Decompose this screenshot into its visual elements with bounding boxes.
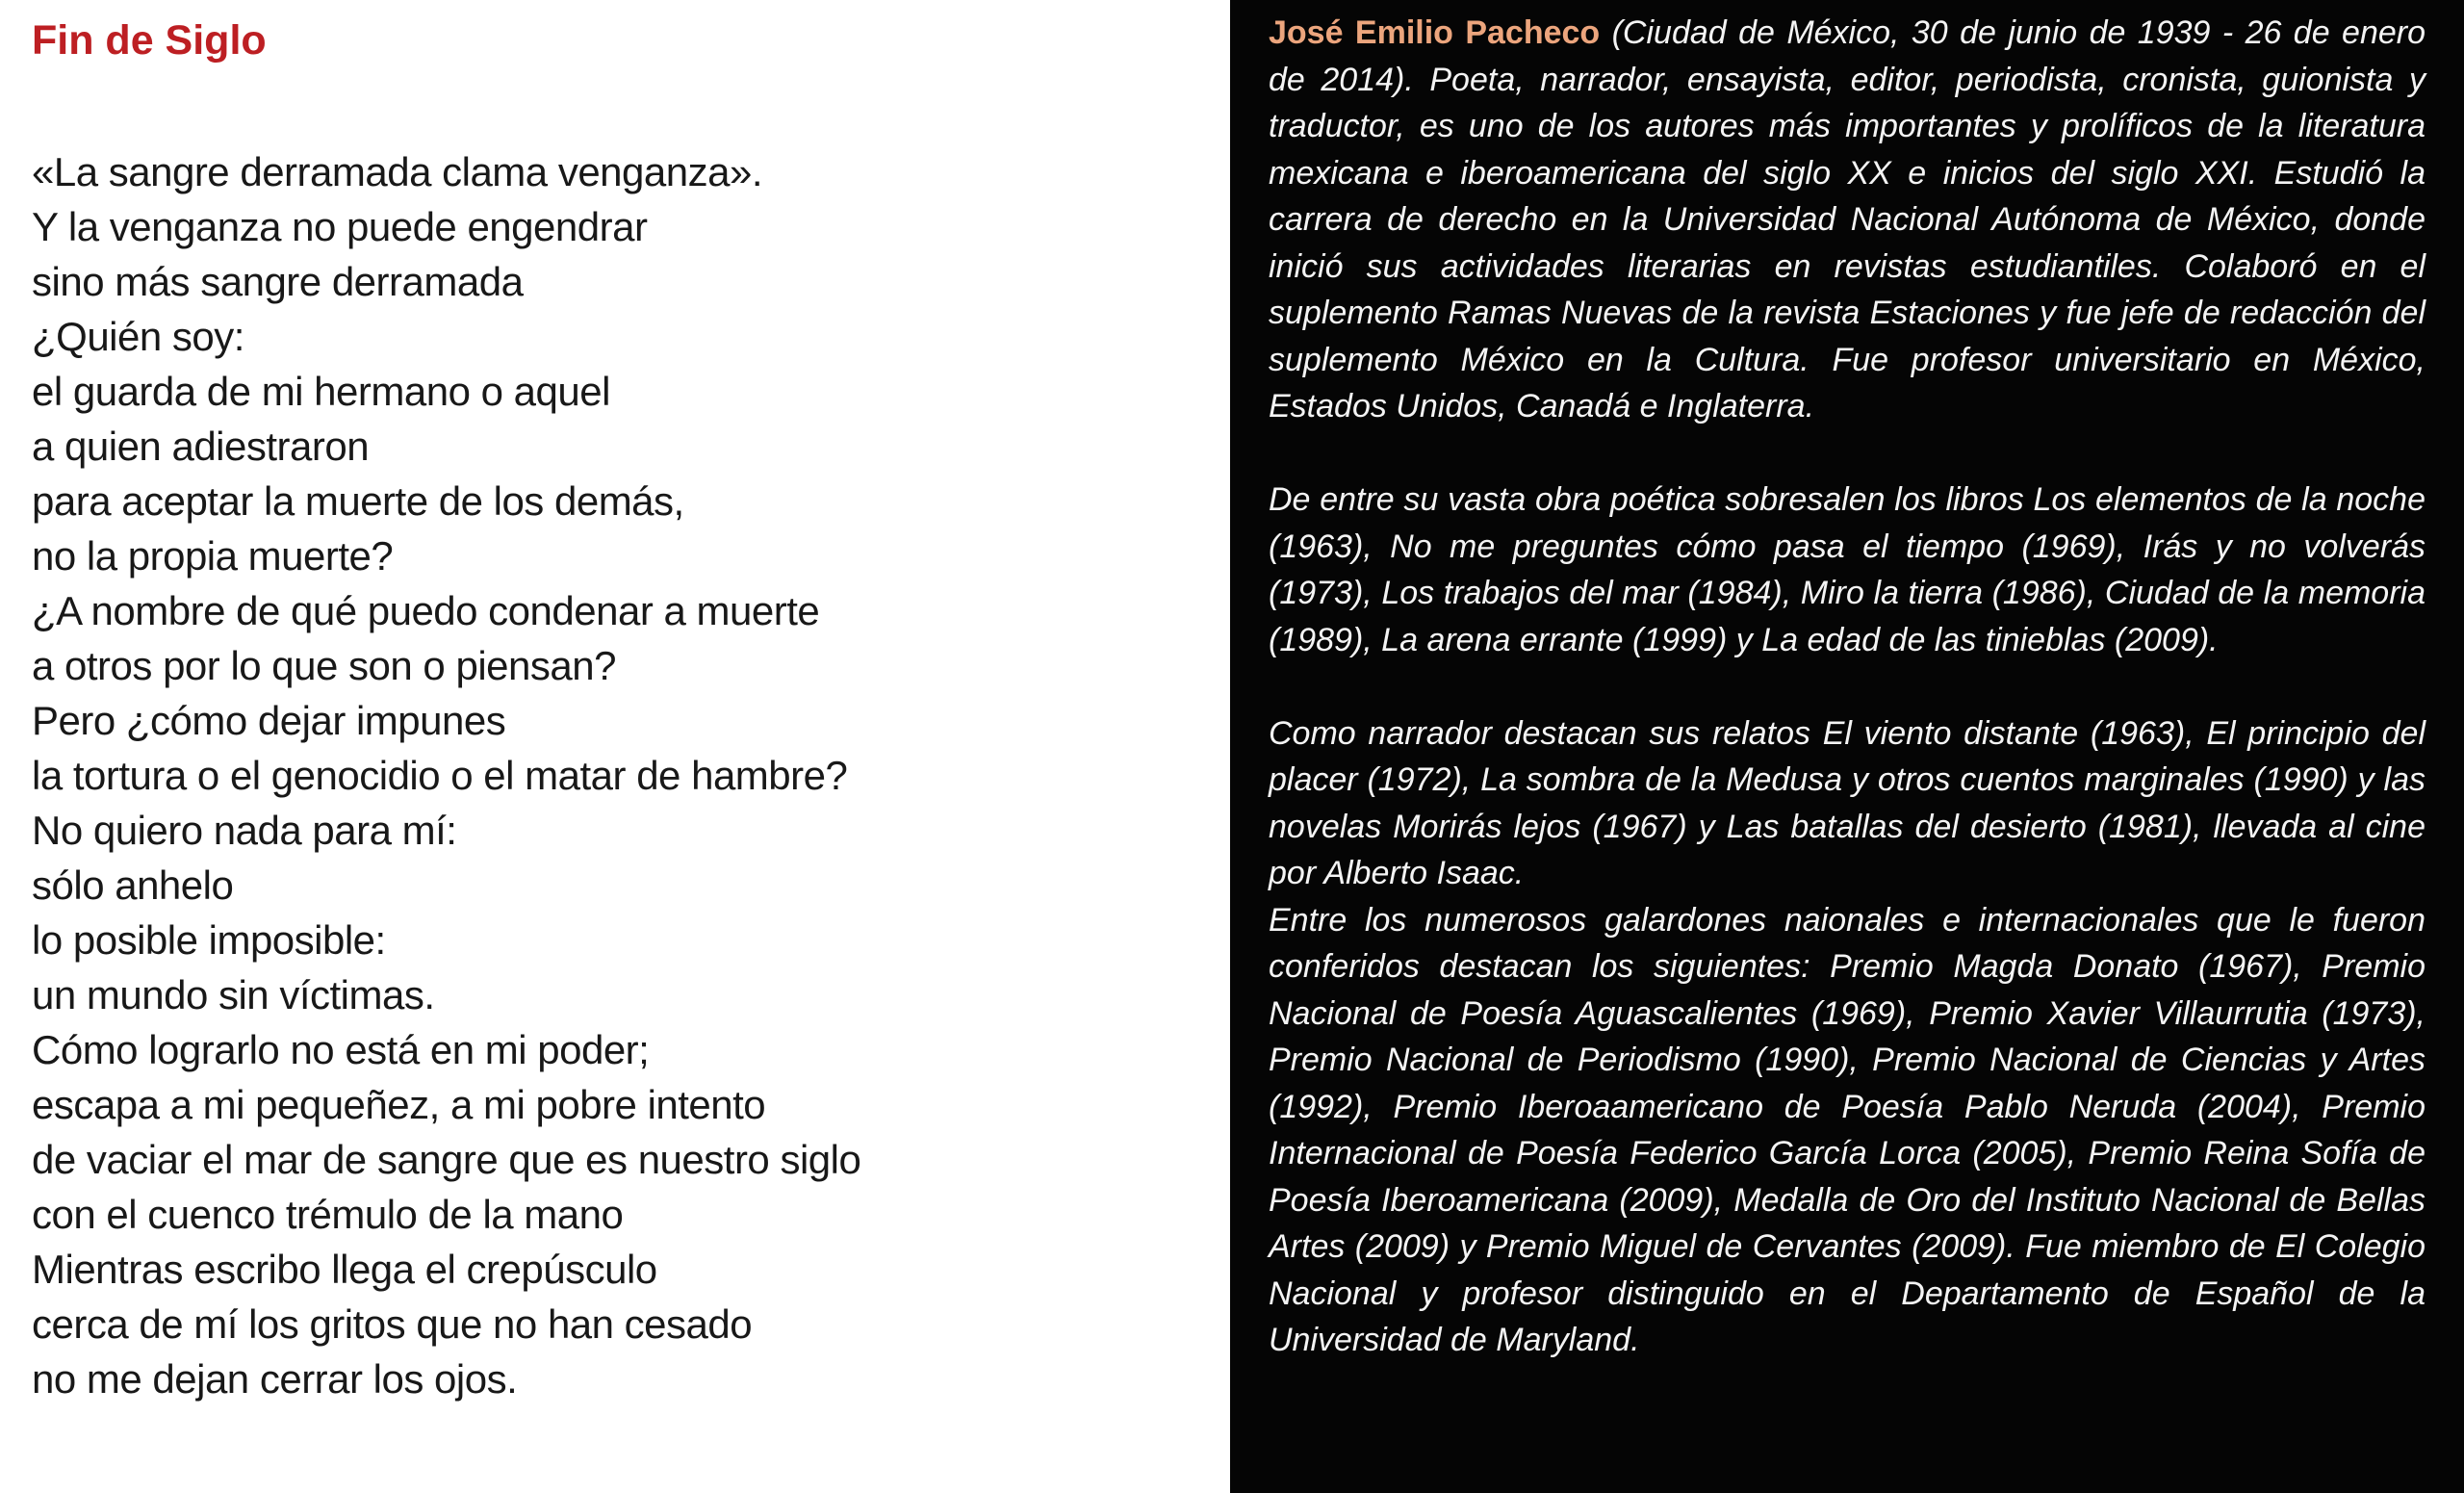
poem-line: cerca de mí los gritos que no han cesado (32, 1301, 753, 1347)
poem-body (32, 144, 1211, 1406)
poem-title: Fin de Siglo (32, 17, 267, 64)
bio-paragraph-2: De entre su vasta obra poética sobresalen los libros Los elementos de la noche (1963), No me preguntes cómo pasa el tiempo (1969), Irás y no volverás (1973), Los trabajos del mar (1984), Miro la tierra (1986), Ciudad de la memoria (1989), La arena errante (1999) y La edad de las tinieblas (2009). (1269, 481, 2426, 658)
poem-line: sino más sangre derramada (32, 259, 524, 304)
poem-line: sólo anhelo (32, 862, 234, 908)
poem-line: el guarda de mi hermano o aquel (32, 369, 610, 414)
bio-paragraph-1-text: (Ciudad de México, 30 de junio de 1939 - 26 de enero de 2014). Poeta, narrador, ensayista, editor, periodista, cronista, guionista y traductor, es uno de los autores más importantes y prolíficos de la literatura mexicana e iberoamericana del siglo XX e inicios del siglo XXI. Estudió la carrera de derecho en la Universidad Nacional Autónoma de México, donde inició sus actividades literarias en revistas estudiantiles. Colaboró en el suplemento Ramas Nuevas de la revista Estaciones y fue jefe de redacción del suplemento México en la Cultura. Fue profesor universitario en México, Estados Unidos, Canadá e Inglaterra. (1269, 14, 2426, 425)
bio-paragraph-1 (1269, 10, 2426, 430)
poem-line: ¿Quién soy: (32, 314, 244, 359)
poem-line: con el cuenco trémulo de la mano (32, 1192, 624, 1237)
poem-line: Mientras escribo llega el crepúsculo (32, 1247, 657, 1292)
poem-line: no la propia muerte? (32, 533, 394, 579)
bio-paragraph-3: Como narrador destacan sus relatos El viento distante (1963), El principio del placer (1972), La sombra de la Medusa y otros cuentos marginales (1990) y las novelas Morirás lejos (1967) y Las batallas del desierto (1981), llevada al cine por Alberto Isaac. (1269, 714, 2426, 891)
bio-paragraph-4: Entre los numerosos galardones naionales e internacionales que le fueron conferidos destacan los siguientes: Premio Magda Donato (1967), Premio Nacional de Poesía Aguascalientes (1969), Premio Xavier Villaurrutia (1973), Premio Nacional de Periodismo (1990), Premio Nacional de Ciencias y Artes (1992), Premio Iberoaamericano de Poesía Pablo Neruda (2004), Premio Internacional de Poesía Federico García Lorca (2005), Premio Reina Sofía de Poesía Iberoamericana (2009), Medalla de Oro del Instituto Nacional de Bellas Artes (2009) y Premio Miguel de Cervantes (2009). Fue miembro de El Colegio Nacional y profesor distinguido en el Departamento de Español de la Universidad de Maryland. (1269, 901, 2426, 1358)
poem-line: Pero ¿cómo dejar impunes (32, 698, 506, 743)
poem-line: Cómo lograrlo no está en mi poder; (32, 1027, 650, 1072)
poem-line: a otros por lo que son o piensan? (32, 643, 616, 688)
poem-line: a quien adiestraron (32, 424, 370, 469)
poem-line: No quiero nada para mí: (32, 808, 457, 853)
poem-line: lo posible imposible: (32, 917, 386, 963)
poem-panel (0, 0, 1230, 1493)
poem-line: Y la venganza no puede engendrar (32, 204, 648, 249)
poem-line: ¿A nombre de qué puedo condenar a muerte (32, 588, 820, 633)
poem-line: «La sangre derramada clama venganza». (32, 149, 762, 194)
poem-line: la tortura o el genocidio o el matar de hambre? (32, 753, 848, 798)
poem-line: escapa a mi pequeñez, a mi pobre intento (32, 1082, 766, 1127)
poem-line: de vaciar el mar de sangre que es nuestro siglo (32, 1137, 861, 1182)
poem-line: para aceptar la muerte de los demás, (32, 478, 684, 524)
author-name: José Emilio Pacheco (1269, 14, 1601, 51)
bio-panel (1230, 0, 2464, 1493)
poem-line: un mundo sin víctimas. (32, 972, 435, 1017)
poem-line: no me dejan cerrar los ojos. (32, 1356, 518, 1402)
